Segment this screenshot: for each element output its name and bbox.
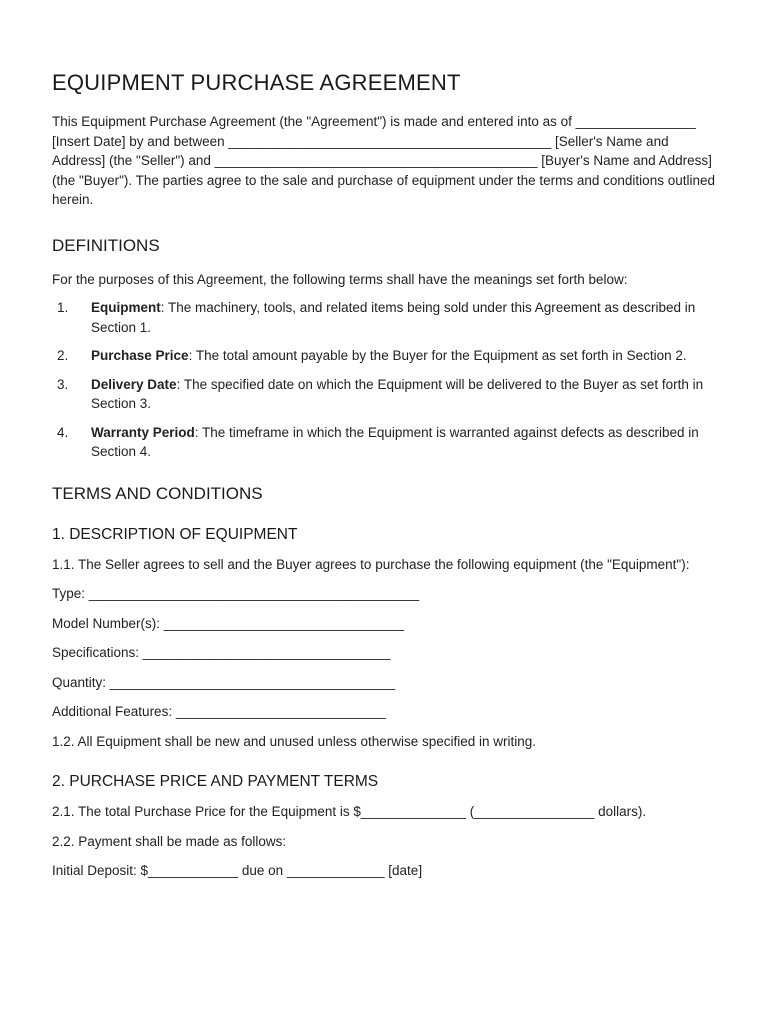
- specifications-field: Specifications: _________________________________: [52, 645, 391, 660]
- definition-term: Equipment: [91, 300, 161, 315]
- definition-term: Warranty Period: [91, 424, 195, 440]
- section2-heading: 2. PURCHASE PRICE AND PAYMENT TERMS: [52, 773, 379, 790]
- definition-text: : The total amount payable by the Buyer for the Equipment as set forth in Section 2.: [188, 348, 687, 363]
- model-number-field: Model Number(s): ________________________________: [52, 615, 405, 631]
- section2-para1: 2.1. The total Purchase Price for the Equipment is $______________ (________________ dollars).: [52, 804, 647, 819]
- definition-item: [52, 298, 718, 337]
- intro-paragraph: This Equipment Purchase Agreement (the "Agreement") is made and entered into as of ________________ [Insert Date] by and between ___________________________________________ [Seller's Name and Address] (the "Seller") and ___________________________________________ [Buyer's Name and Address] (the "Buyer"). The parties agree to the sale and purchase of equipment under the terms and conditions outlined herein.: [52, 114, 715, 207]
- definition-term: Delivery Date: [91, 376, 177, 392]
- type-field: Type: ____________________________________________: [52, 586, 420, 601]
- section1-para1: 1.1. The Seller agrees to sell and the Buyer agrees to purchase the following equipment (the "Equipment"):: [52, 556, 690, 572]
- definition-number: 3.: [57, 376, 69, 392]
- document-title: EQUIPMENT PURCHASE AGREEMENT: [52, 70, 461, 95]
- definition-number: 2.: [57, 348, 69, 363]
- definition-term: Purchase Price: [91, 348, 189, 363]
- definition-text: : The timeframe in which the Equipment is warranted against defects as described in Section 4.: [91, 424, 699, 459]
- additional-features-field: Additional Features: ____________________________: [52, 704, 387, 719]
- definition-number: 1.: [57, 300, 69, 315]
- definition-item: [52, 375, 718, 414]
- terms-heading: TERMS AND CONDITIONS: [52, 483, 263, 503]
- definitions-list: [52, 298, 718, 462]
- definition-item: [52, 423, 718, 462]
- definitions-heading: DEFINITIONS: [52, 235, 160, 255]
- section1-heading: 1. DESCRIPTION OF EQUIPMENT: [52, 525, 298, 543]
- definition-item: [52, 346, 718, 366]
- section2-para2: 2.2. Payment shall be made as follows:: [52, 833, 287, 849]
- definition-text: : The specified date on which the Equipment will be delivered to the Buyer as set forth in Section 3.: [91, 376, 704, 411]
- quantity-field: Quantity: ______________________________________: [52, 674, 396, 690]
- section1-para2: 1.2. All Equipment shall be new and unused unless otherwise specified in writing.: [52, 733, 537, 749]
- initial-deposit-field: Initial Deposit: $____________ due on _____________ [date]: [52, 863, 423, 878]
- definition-text: : The machinery, tools, and related items being sold under this Agreement as described in Section 1.: [91, 300, 696, 335]
- definition-number: 4.: [57, 424, 69, 440]
- definitions-intro: For the purposes of this Agreement, the following terms shall have the meanings set forth below:: [52, 271, 628, 287]
